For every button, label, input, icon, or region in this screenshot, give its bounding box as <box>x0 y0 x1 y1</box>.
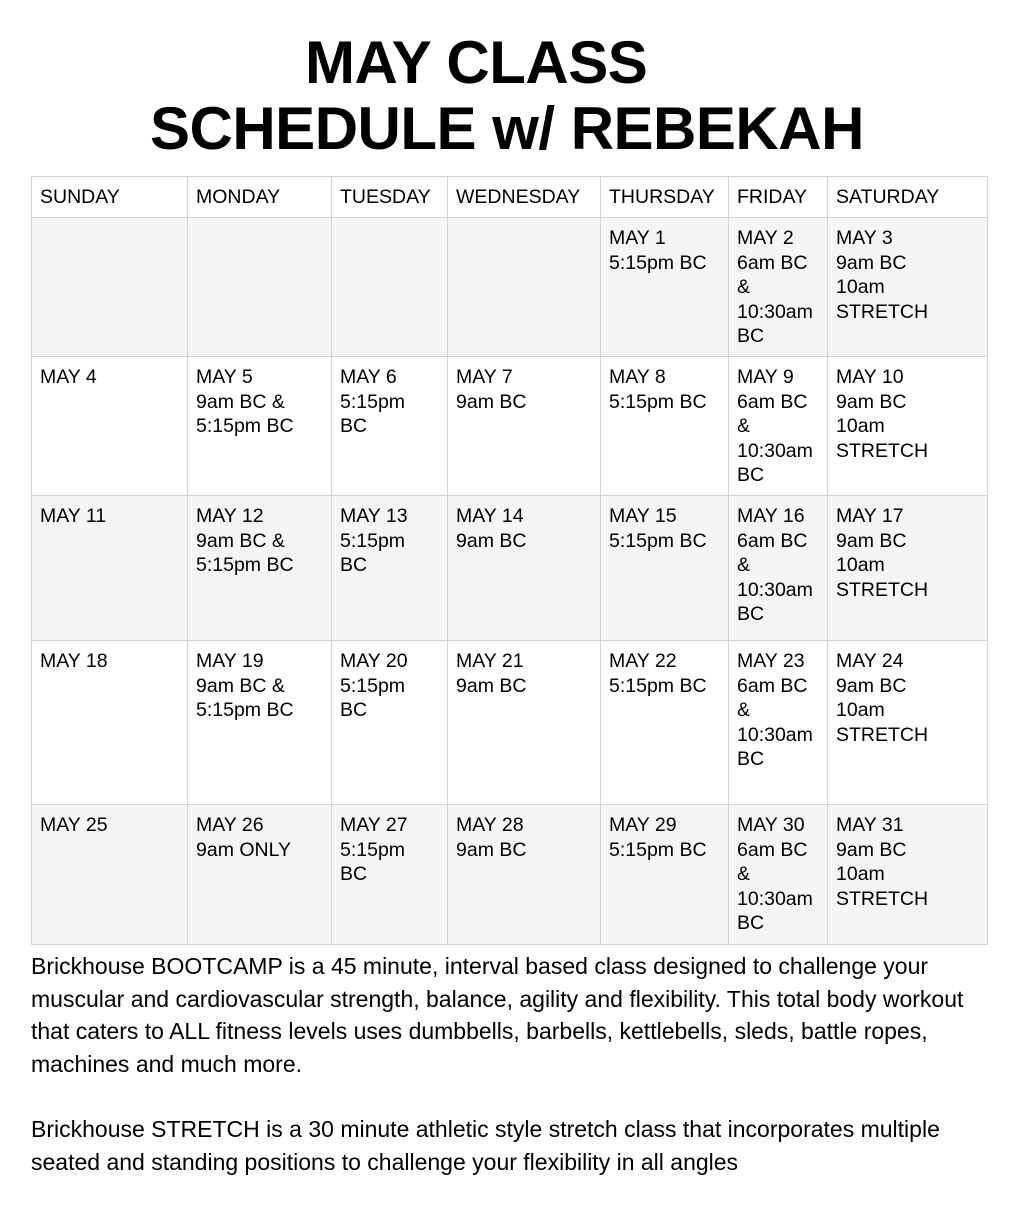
table-cell <box>332 218 448 357</box>
table-cell: MAY 8 5:15pm BC <box>601 357 729 496</box>
header-thursday: THURSDAY <box>601 177 729 218</box>
header-sunday: SUNDAY <box>32 177 188 218</box>
table-cell: MAY 12 9am BC & 5:15pm BC <box>188 496 332 641</box>
table-cell: MAY 20 5:15pm BC <box>332 641 448 805</box>
table-row <box>32 357 988 496</box>
table-cell: MAY 16 6am BC & 10:30am BC <box>729 496 828 641</box>
table-cell: MAY 27 5:15pm BC <box>332 805 448 945</box>
table-cell <box>188 218 332 357</box>
table-cell: MAY 21 9am BC <box>448 641 601 805</box>
page-title <box>0 30 1024 162</box>
table-cell: MAY 29 5:15pm BC <box>601 805 729 945</box>
table-row <box>32 641 988 805</box>
table-cell: MAY 5 9am BC & 5:15pm BC <box>188 357 332 496</box>
bootcamp-description: Brickhouse BOOTCAMP is a 45 minute, interval based class designed to challenge your muscular and cardiovascular strength, balance, agility and flexibility. This total body workout that caters to ALL fitness levels uses dumbbells, barbells, kettlebells, sleds, battle ropes, machines and much more. <box>31 953 964 1077</box>
table-cell: MAY 19 9am BC & 5:15pm BC <box>188 641 332 805</box>
table-header-row <box>32 177 988 218</box>
title-line-2: SCHEDULE w/ REBEKAH <box>150 95 864 162</box>
header-saturday: SATURDAY <box>828 177 988 218</box>
title-line-1: MAY CLASS <box>305 29 648 96</box>
table-cell: MAY 7 9am BC <box>448 357 601 496</box>
table-cell: MAY 3 9am BC 10am STRETCH <box>828 218 988 357</box>
schedule-table <box>31 176 988 945</box>
table-cell: MAY 23 6am BC & 10:30am BC <box>729 641 828 805</box>
header-friday: FRIDAY <box>729 177 828 218</box>
table-cell: MAY 10 9am BC 10am STRETCH <box>828 357 988 496</box>
table-cell: MAY 30 6am BC & 10:30am BC <box>729 805 828 945</box>
table-cell: MAY 4 <box>32 357 188 496</box>
table-cell: MAY 18 <box>32 641 188 805</box>
header-wednesday: WEDNESDAY <box>448 177 601 218</box>
table-cell: MAY 26 9am ONLY <box>188 805 332 945</box>
table-cell: MAY 6 5:15pm BC <box>332 357 448 496</box>
table-cell: MAY 17 9am BC 10am STRETCH <box>828 496 988 641</box>
table-cell: MAY 9 6am BC & 10:30am BC <box>729 357 828 496</box>
header-tuesday: TUESDAY <box>332 177 448 218</box>
table-cell: MAY 31 9am BC 10am STRETCH <box>828 805 988 945</box>
table-row <box>32 805 988 945</box>
table-cell: MAY 15 5:15pm BC <box>601 496 729 641</box>
table-cell: MAY 14 9am BC <box>448 496 601 641</box>
table-cell: MAY 25 <box>32 805 188 945</box>
table-cell: MAY 28 9am BC <box>448 805 601 945</box>
table-row <box>32 496 988 641</box>
table-cell: MAY 24 9am BC 10am STRETCH <box>828 641 988 805</box>
header-monday: MONDAY <box>188 177 332 218</box>
table-cell: MAY 1 5:15pm BC <box>601 218 729 357</box>
table-cell <box>448 218 601 357</box>
table-cell: MAY 22 5:15pm BC <box>601 641 729 805</box>
table-row <box>32 218 988 357</box>
table-cell: MAY 2 6am BC & 10:30am BC <box>729 218 828 357</box>
table-cell: MAY 11 <box>32 496 188 641</box>
stretch-description: Brickhouse STRETCH is a 30 minute athletic style stretch class that incorporates multiple seated and standing positions to challenge your flexibility in all angles <box>31 1116 940 1175</box>
table-cell: MAY 13 5:15pm BC <box>332 496 448 641</box>
table-cell <box>32 218 188 357</box>
